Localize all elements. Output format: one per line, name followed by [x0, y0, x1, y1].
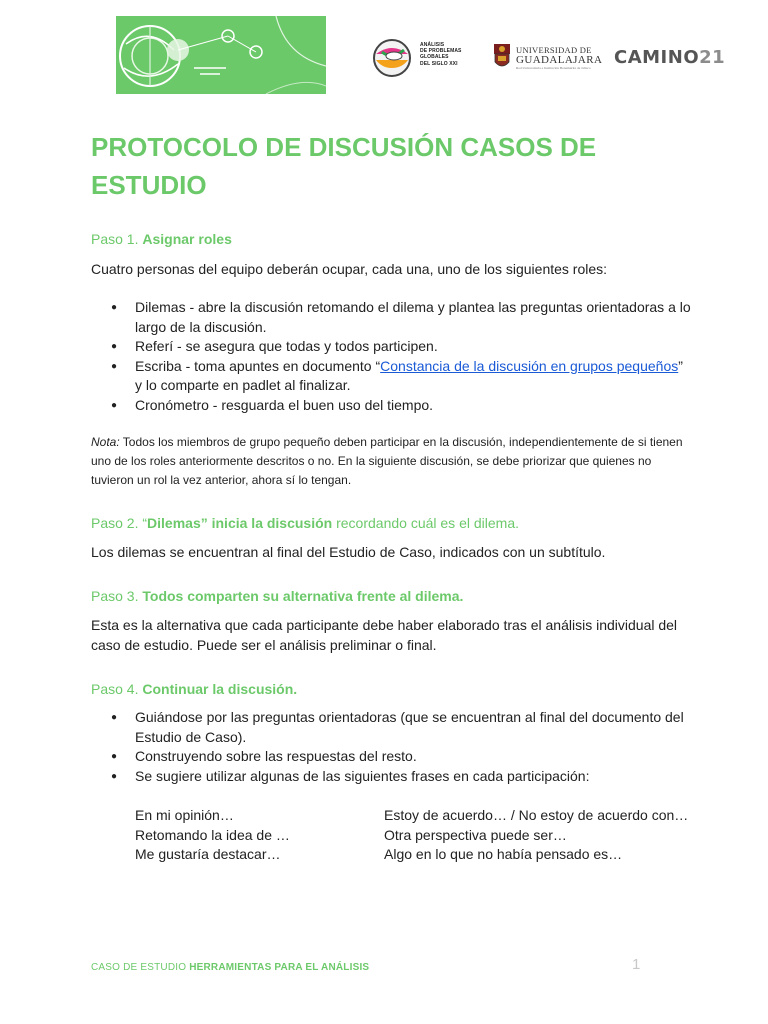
phrase: En mi opinión…	[135, 807, 234, 823]
step-prefix: Paso 2. “	[91, 515, 148, 531]
udg-logo-line1: UNIVERSIDAD DE	[516, 45, 592, 55]
note-label: Nota:	[91, 435, 120, 449]
step-1-text: Cuatro personas del equipo deberán ocupar, cada una, uno de los siguientes roles:	[91, 261, 608, 277]
phrase: Algo en lo que no había pensado es…	[384, 846, 623, 862]
list-item-text: Referí - se asegura que todas y todos participen.	[135, 338, 438, 354]
step-prefix: Paso 1.	[91, 231, 143, 247]
udg-shield-icon	[492, 42, 512, 72]
list-item	[91, 357, 691, 396]
list-item-text: Se sugiere utilizar algunas de las siguientes frases en cada participación:	[135, 767, 590, 784]
list-item	[91, 298, 691, 337]
list-item	[91, 767, 691, 787]
phrase: Otra perspectiva puede ser…	[384, 826, 567, 843]
bullet-icon: ●	[111, 770, 118, 782]
roles-list	[91, 298, 691, 415]
note-text: Todos los miembros de grupo pequeño deben participar en la discusión, independientemente de si tienen uno de los roles anteriormente descritos o no. En la siguiente discusión, se debe priorizar que quienes no tuvieron un rol la vez anterior, ahora sí lo tengan.	[91, 435, 683, 487]
list-item	[91, 747, 691, 767]
discussion-guidelines-list	[91, 708, 691, 786]
bullet-icon: ●	[111, 399, 118, 411]
udg-logo-line3: Red Universitaria e Institución Benemérita de Jalisco	[516, 66, 591, 70]
note-paragraph	[91, 433, 691, 490]
list-item-text: Escriba - toma apuntes en documento “	[135, 357, 381, 374]
list-item	[91, 708, 691, 747]
list-item-text: ” y lo comparte en padlet al finalizar.	[135, 357, 683, 393]
phrases-right-column	[384, 806, 688, 865]
apg-logo-icon	[372, 38, 412, 78]
step-3-text: Esta es la alternativa que cada participante debe haber elaborado tras el análisis individual del caso de estudio. Puede ser el análisis preliminar o final.	[91, 617, 678, 653]
step-1-heading	[91, 231, 232, 247]
step-suffix: recordando cuál es el dilema.	[332, 515, 519, 531]
bullet-icon: ●	[111, 751, 118, 762]
bullet-icon: ●	[111, 302, 118, 313]
apg-logo-line: DE PROBLEMAS	[420, 48, 462, 55]
footer-title: HERRAMIENTAS PARA EL ANÁLISIS	[189, 962, 370, 973]
camino21-logo	[614, 47, 725, 68]
step-title: Todos comparten su alternativa frente al dilema.	[142, 588, 464, 604]
list-item-text: Cronómetro - resguarda el buen uso del tiempo.	[135, 396, 434, 413]
camino-logo-number: 21	[699, 47, 726, 68]
step-4-heading	[91, 681, 297, 697]
apg-logo-line: ANÁLISIS	[420, 42, 445, 48]
apg-logo-line: DEL SIGLO XXI	[420, 60, 458, 67]
constancia-document-link[interactable]: Constancia de la discusión en grupos pequeños	[380, 357, 679, 374]
list-item	[91, 396, 691, 416]
udg-logo-line2: GUADALAJARA	[516, 54, 603, 66]
list-item-text: Dilemas - abre la discusión retomando el dilema y plantea las preguntas orientadoras a lo largo de la discusión.	[135, 299, 691, 335]
phrase: Retomando la idea de …	[135, 826, 290, 843]
step-title: Dilemas” inicia la discusión	[147, 515, 333, 531]
footer-label: CASO DE ESTUDIO	[91, 962, 190, 973]
page-footer	[91, 962, 369, 973]
list-item-text: Guiándose por las preguntas orientadoras (que se encuentran al final del documento del Estudio de Caso).	[135, 709, 684, 745]
step-2-text: Los dilemas se encuentran al final del Estudio de Caso, indicados con un subtítulo.	[91, 544, 606, 560]
list-item-text: Construyendo sobre las respuestas del resto.	[135, 748, 417, 764]
apg-logo-text	[420, 42, 480, 67]
header-banner-graphic	[116, 16, 326, 94]
apg-logo-line: GLOBALES	[420, 54, 449, 61]
phrase: Estoy de acuerdo… / No estoy de acuerdo con…	[384, 807, 689, 823]
step-prefix: Paso 3.	[91, 588, 143, 604]
step-prefix: Paso 4.	[91, 681, 143, 697]
page-title: PROTOCOLO DE DISCUSIÓN CASOS DE ESTUDIO	[91, 132, 597, 200]
phrase: Me gustaría destacar…	[135, 846, 281, 862]
bullet-icon: ●	[111, 360, 118, 372]
list-item	[91, 337, 691, 357]
camino-logo-word: CAMINO	[614, 47, 700, 68]
step-2-heading	[91, 515, 519, 531]
step-title: Asignar roles	[142, 231, 232, 247]
step-title: Continuar la discusión.	[142, 681, 298, 697]
page-number: 1	[632, 956, 641, 973]
phrases-left-column	[135, 806, 290, 865]
step-3-heading	[91, 588, 463, 604]
bullet-icon: ●	[111, 712, 118, 723]
bullet-icon: ●	[111, 341, 118, 352]
